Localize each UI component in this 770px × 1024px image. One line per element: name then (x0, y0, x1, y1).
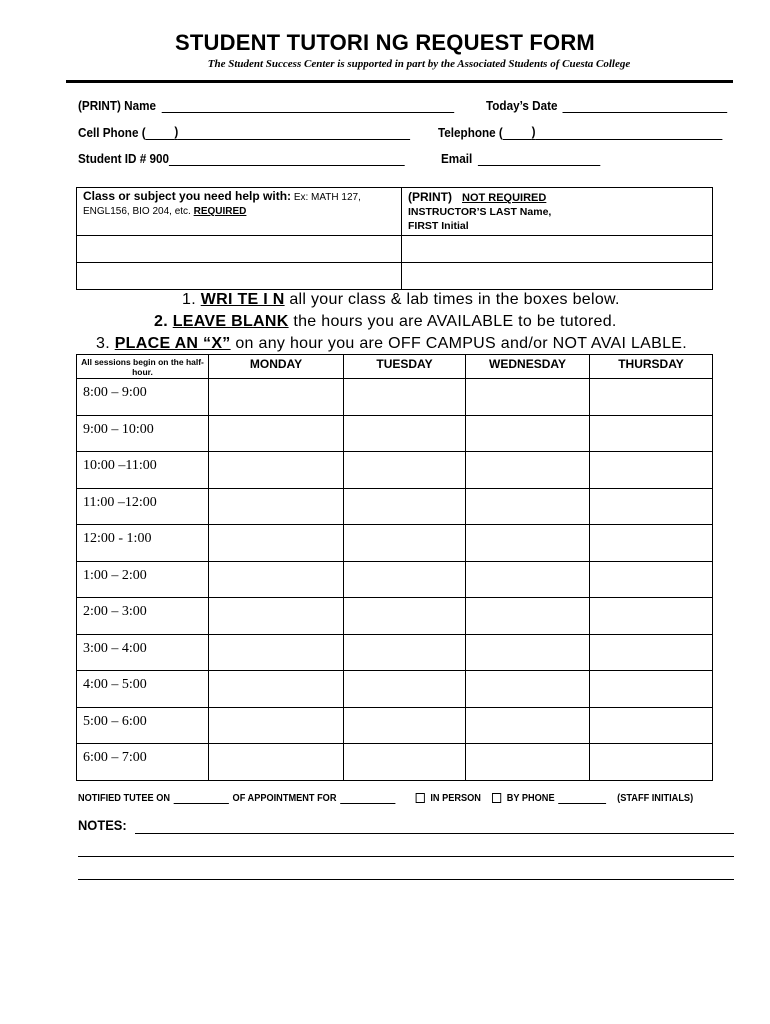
class-subject-cell[interactable] (77, 263, 402, 290)
day-header-monday: MONDAY (209, 355, 344, 379)
email-line[interactable] (478, 153, 600, 166)
notified-date-blank[interactable] (174, 794, 229, 804)
schedule-cell-monday[interactable] (209, 707, 344, 744)
instruction-3-key: PLACE AN “X” (114, 335, 231, 352)
schedule-cell-wednesday[interactable] (466, 561, 590, 598)
schedule-cell-wednesday[interactable] (466, 452, 590, 489)
class-subject-example: Ex: MATH 127, (291, 192, 361, 203)
appointment-blank[interactable] (340, 794, 395, 804)
by-phone-checkbox[interactable] (492, 793, 501, 803)
notes-line-1[interactable] (135, 833, 734, 834)
class-subject-example2: ENGL156, BIO 204, etc. (83, 206, 194, 217)
schedule-table (76, 354, 713, 781)
instruction-1-text: all your class & lab times in the boxes below. (284, 291, 620, 308)
schedule-cell-thursday[interactable] (590, 598, 713, 635)
notes-line-2[interactable] (78, 856, 734, 857)
cell-phone-line[interactable] (178, 127, 410, 140)
schedule-cell-tuesday[interactable] (344, 525, 466, 562)
time-slot-label: 6:00 – 7:00 (77, 744, 209, 781)
schedule-cell-wednesday[interactable] (466, 671, 590, 708)
schedule-cell-wednesday[interactable] (466, 525, 590, 562)
date-field[interactable] (486, 98, 728, 113)
schedule-cell-monday[interactable] (209, 525, 344, 562)
instruction-2 (154, 313, 617, 331)
header-rule (66, 80, 733, 83)
schedule-cell-tuesday[interactable] (344, 744, 466, 781)
staff-initials-blank[interactable] (558, 794, 606, 804)
form-subtitle: The Student Success Center is supported in part by the Associated Students of Cuesta College (207, 58, 631, 70)
name-label: (PRINT) Name (78, 98, 157, 113)
schedule-cell-tuesday[interactable] (344, 379, 466, 416)
instruction-2-num: 2. (154, 313, 168, 330)
appointment-label: OF APPOINTMENT FOR (232, 793, 337, 804)
schedule-row (77, 634, 713, 671)
schedule-cell-tuesday[interactable] (344, 598, 466, 635)
schedule-cell-monday[interactable] (209, 634, 344, 671)
schedule-cell-wednesday[interactable] (466, 415, 590, 452)
student-id-line[interactable] (169, 153, 405, 166)
telephone-field[interactable] (438, 124, 723, 140)
by-phone-label: BY PHONE (506, 793, 555, 804)
schedule-cell-tuesday[interactable] (344, 452, 466, 489)
instruction-2-key: LEAVE BLANK (172, 313, 289, 330)
instructor-line2: INSTRUCTOR’S LAST Name, (408, 206, 552, 218)
instructor-line3: FIRST Initial (408, 220, 469, 232)
schedule-cell-thursday[interactable] (590, 671, 713, 708)
date-label: Today’s Date (486, 98, 558, 113)
schedule-row (77, 598, 713, 635)
schedule-row (77, 707, 713, 744)
schedule-row (77, 561, 713, 598)
form-title: STUDENT TUTORI NG REQUEST FORM (175, 30, 595, 55)
schedule-cell-monday[interactable] (209, 452, 344, 489)
schedule-cell-thursday[interactable] (590, 525, 713, 562)
time-slot-label: 11:00 –12:00 (77, 488, 209, 525)
time-slot-label: 9:00 – 10:00 (77, 415, 209, 452)
telephone-area-line[interactable] (503, 127, 532, 140)
schedule-cell-monday[interactable] (209, 379, 344, 416)
schedule-row (77, 415, 713, 452)
schedule-cell-monday[interactable] (209, 598, 344, 635)
instruction-2-text: the hours you are AVAILABLE to be tutored. (288, 313, 617, 330)
schedule-corner-note: All sessions begin on the half-hour. (77, 355, 209, 379)
time-slot-label: 3:00 – 4:00 (77, 634, 209, 671)
schedule-cell-monday[interactable] (209, 415, 344, 452)
schedule-row (77, 488, 713, 525)
instruction-1 (182, 291, 620, 309)
telephone-line[interactable] (535, 127, 722, 140)
schedule-cell-thursday[interactable] (590, 744, 713, 781)
in-person-label: IN PERSON (430, 793, 481, 804)
schedule-cell-tuesday[interactable] (344, 488, 466, 525)
class-subject-required: REQUIRED (193, 206, 247, 217)
time-slot-label: 1:00 – 2:00 (77, 561, 209, 598)
instructor-print: (PRINT) (408, 190, 452, 204)
schedule-cell-monday[interactable] (209, 561, 344, 598)
schedule-row (77, 525, 713, 562)
time-slot-label: 8:00 – 9:00 (77, 379, 209, 416)
class-subject-cell[interactable] (77, 236, 402, 263)
date-line[interactable] (563, 100, 728, 113)
schedule-cell-wednesday[interactable] (466, 598, 590, 635)
schedule-cell-wednesday[interactable] (466, 707, 590, 744)
schedule-body (77, 379, 713, 781)
schedule-row (77, 452, 713, 489)
schedule-cell-thursday[interactable] (590, 707, 713, 744)
instruction-3 (96, 335, 687, 353)
instructor-header (402, 188, 713, 236)
schedule-cell-thursday[interactable] (590, 379, 713, 416)
instruction-3-num: 3. (96, 335, 110, 352)
schedule-cell-monday[interactable] (209, 671, 344, 708)
schedule-cell-thursday[interactable] (590, 488, 713, 525)
schedule-cell-tuesday[interactable] (344, 561, 466, 598)
instruction-3-text: on any hour you are OFF CAMPUS and/or NOT AVAI LABLE. (230, 335, 688, 352)
time-slot-label: 2:00 – 3:00 (77, 598, 209, 635)
schedule-cell-wednesday[interactable] (466, 634, 590, 671)
cell-phone-field[interactable] (78, 124, 411, 140)
schedule-cell-tuesday[interactable] (344, 634, 466, 671)
cell-area-line[interactable] (146, 127, 175, 140)
notification-line (78, 793, 693, 804)
name-line[interactable] (161, 100, 454, 113)
schedule-cell-monday[interactable] (209, 488, 344, 525)
time-slot-label: 5:00 – 6:00 (77, 707, 209, 744)
notified-label: NOTIFIED TUTEE ON (78, 793, 170, 804)
cell-phone-label: Cell Phone ( (78, 125, 146, 140)
schedule-cell-thursday[interactable] (590, 415, 713, 452)
schedule-cell-tuesday[interactable] (344, 707, 466, 744)
time-slot-label: 12:00 - 1:00 (77, 525, 209, 562)
time-slot-label: 4:00 – 5:00 (77, 671, 209, 708)
schedule-cell-wednesday[interactable] (466, 488, 590, 525)
class-subject-header (77, 188, 402, 236)
schedule-cell-wednesday[interactable] (466, 744, 590, 781)
student-id-field[interactable] (78, 151, 405, 166)
telephone-label: Telephone ( (438, 125, 503, 140)
email-label: Email (441, 151, 473, 166)
instructor-cell[interactable] (402, 263, 713, 290)
schedule-row (77, 379, 713, 416)
day-header-wednesday: WEDNESDAY (466, 355, 590, 379)
day-header-tuesday: TUESDAY (344, 355, 466, 379)
cell-paren: ) (174, 124, 179, 139)
schedule-row (77, 671, 713, 708)
student-id-label: Student ID # 900 (78, 151, 170, 166)
schedule-cell-wednesday[interactable] (466, 379, 590, 416)
schedule-cell-thursday[interactable] (590, 634, 713, 671)
notes-label: NOTES: (78, 817, 127, 833)
staff-initials-label: (STAFF INITIALS) (617, 793, 694, 804)
notes-line-3[interactable] (78, 879, 734, 880)
schedule-cell-tuesday[interactable] (344, 671, 466, 708)
instruction-1-num: 1. (182, 291, 196, 308)
class-table (76, 187, 713, 290)
schedule-cell-thursday[interactable] (590, 561, 713, 598)
day-header-thursday: THURSDAY (590, 355, 713, 379)
instructor-cell[interactable] (402, 236, 713, 263)
instruction-1-key: WRI TE I N (200, 291, 285, 308)
schedule-cell-tuesday[interactable] (344, 415, 466, 452)
in-person-checkbox[interactable] (416, 793, 425, 803)
class-subject-title: Class or subject you need help with: (83, 189, 292, 203)
schedule-cell-monday[interactable] (209, 744, 344, 781)
schedule-cell-thursday[interactable] (590, 452, 713, 489)
time-slot-label: 10:00 –11:00 (77, 452, 209, 489)
name-field[interactable] (78, 98, 454, 113)
telephone-paren: ) (531, 124, 536, 139)
email-field[interactable] (441, 151, 600, 166)
schedule-row (77, 744, 713, 781)
instructor-not-required: NOT REQUIRED (462, 192, 547, 204)
